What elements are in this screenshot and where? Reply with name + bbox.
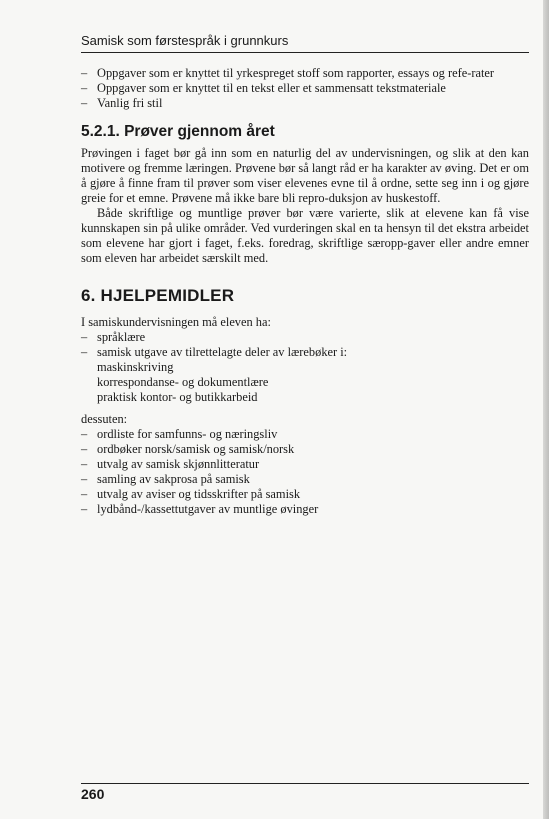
dash-bullet: –: [81, 502, 88, 516]
section-heading-6: 6. HJELPEMIDLER: [81, 286, 235, 305]
sub-item: praktisk kontor- og butikkarbeid: [97, 390, 258, 404]
list-item: – utvalg av aviser og tidsskrifter på samisk: [81, 487, 301, 501]
dash-bullet: –: [81, 81, 88, 95]
additional-list: [81, 427, 529, 517]
list-item: – utvalg av samisk skjønnlitteratur: [81, 457, 260, 471]
intro-list: [81, 66, 529, 111]
dash-bullet: –: [81, 472, 88, 486]
page-edge-shadow: [543, 0, 549, 819]
dash-bullet: –: [81, 345, 88, 359]
paragraph: dessuten:: [81, 412, 128, 426]
page-number: 260: [81, 786, 105, 802]
footer-rule: [81, 783, 529, 784]
list-item: – språklære: [81, 330, 146, 344]
paragraph: I samiskundervisningen må eleven ha:: [81, 315, 271, 329]
dash-bullet: –: [81, 457, 88, 471]
paragraph: Både skriftlige og muntlige prøver bør være varierte, slik at elevene kan få vise kunnskapen sin på ulike områder. Ved vurderingen skal en ta hensyn til det ekstra arbeidet som elevene har gjort i faget, f.eks. foredrag, skriftlige særopp-gaver eller andre emner som eleven har arbeidet særskilt med.: [81, 206, 529, 265]
list-item: – samisk utgave av tilrettelagte deler av lærebøker i:: [81, 345, 348, 359]
list-item: – Vanlig fri stil: [81, 96, 163, 110]
dash-bullet: –: [81, 66, 88, 80]
dash-bullet: –: [81, 442, 88, 456]
running-header: Samisk som førstespråk i grunnkurs: [81, 33, 289, 48]
list-item: – ordliste for samfunns- og næringsliv: [81, 427, 278, 441]
dash-bullet: –: [81, 427, 88, 441]
page-content: [81, 66, 529, 517]
dash-bullet: –: [81, 330, 88, 344]
equipment-list: [81, 330, 529, 360]
list-item: – lydbånd-/kassettutgaver av muntlige øvinger: [81, 502, 319, 516]
section-heading-5-2-1: 5.2.1. Prøver gjennom året: [81, 123, 275, 140]
list-item: – ordbøker norsk/samisk og samisk/norsk: [81, 442, 295, 456]
header-rule: [81, 52, 529, 53]
paragraph: Prøvingen i faget bør gå inn som en naturlig del av undervisningen, og slik at den kan motivere og fremme læringen. Prøvene bør så langt råd er ha karakter av øving. Det er om å gjøre å finne fram til prøver som viser elevenes evne til å ordne, sette seg inn i og gjøre greie for et emne. Prøvene må ikke bare bli repro-duksjon av huskestoff.: [81, 146, 529, 205]
dash-bullet: –: [81, 96, 88, 110]
sub-item: korrespondanse- og dokumentlære: [97, 375, 269, 389]
list-item: – Oppgaver som er knyttet til yrkespreget stoff som rapporter, essays og refe-rater: [81, 66, 495, 80]
dash-bullet: –: [81, 487, 88, 501]
list-item: – Oppgaver som er knyttet til en tekst eller et sammensatt tekstmateriale: [81, 81, 446, 95]
sub-item: maskinskriving: [97, 360, 174, 374]
list-item: – samling av sakprosa på samisk: [81, 472, 250, 486]
